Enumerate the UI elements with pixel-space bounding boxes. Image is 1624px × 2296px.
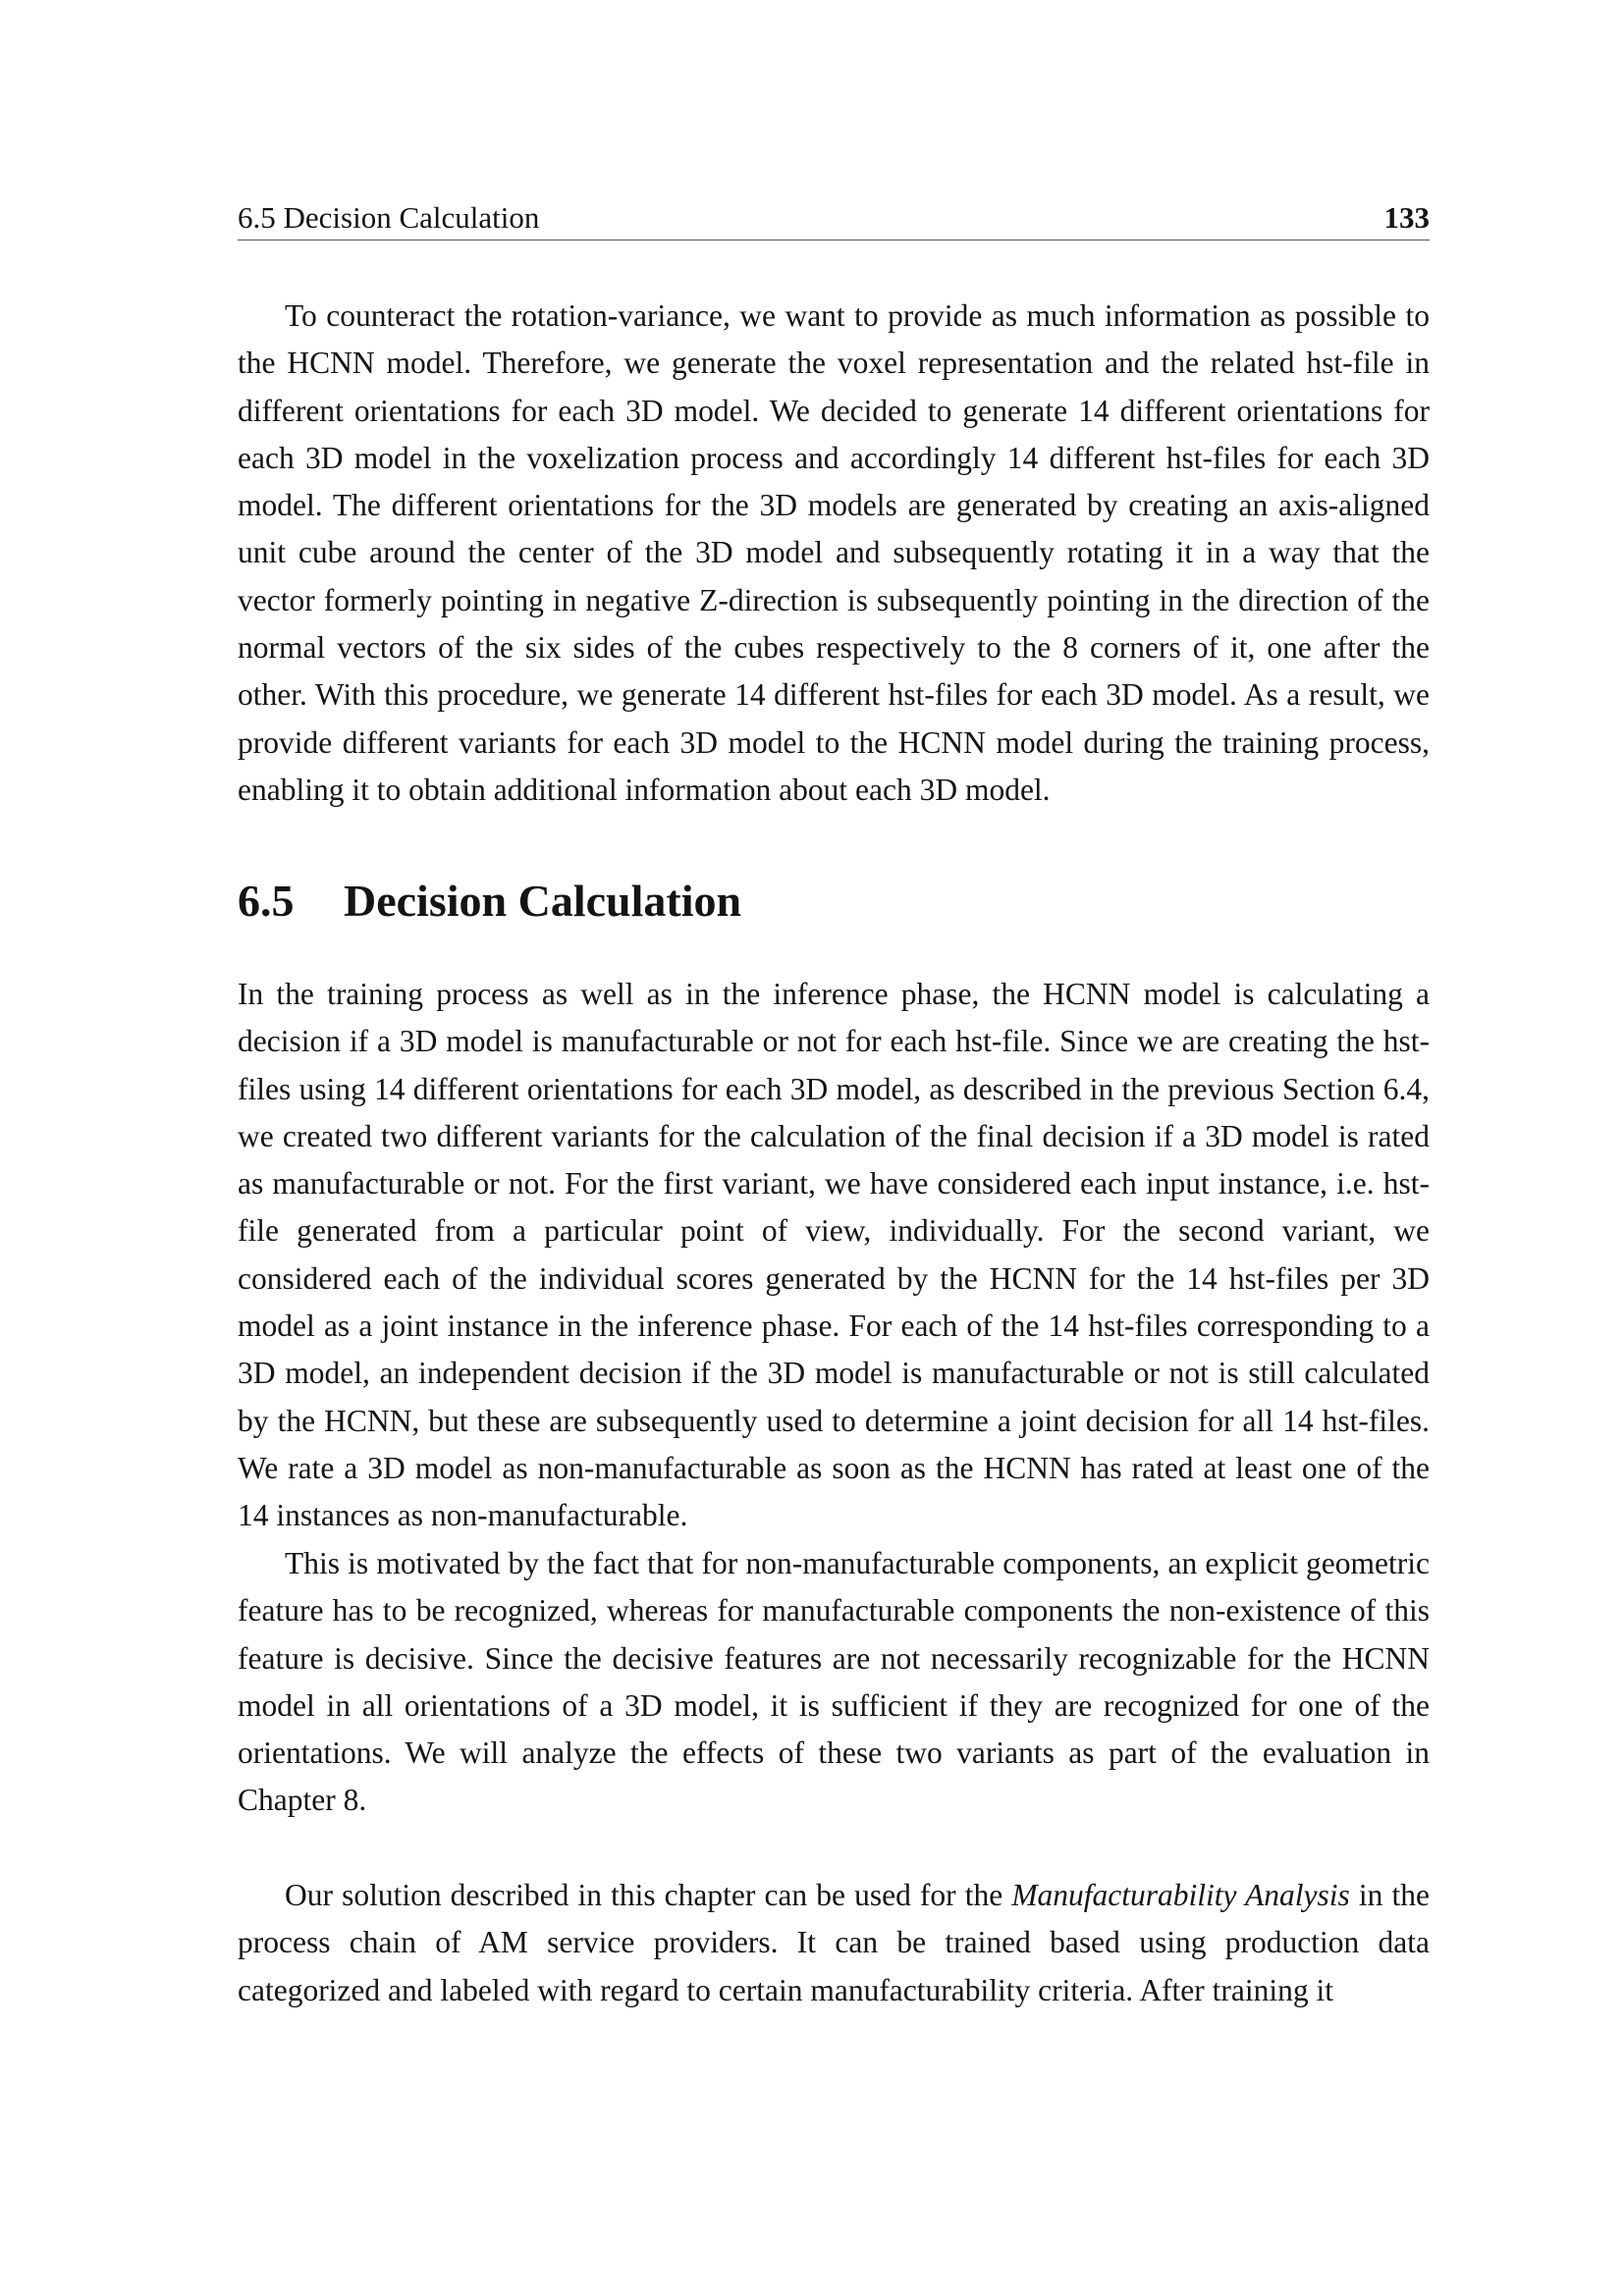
- paragraph-decision-variants: In the training process as well as in the inference phase, the HCNN model is calculating a decision if a 3D model is manufacturable or not for each hst-file. Since we are creating the hst-files using 14 different orientations for each 3D model, as described in the previous Section 6.4, we created two different variants for the calculation of the final decision if a 3D model is rated as manufacturable or not. For the first variant, we have considered each input instance, i.e. hst-file generated from a particular point of view, individually. For the second variant, we considered each of the individual scores generated by the HCNN for the 14 hst-files per 3D model as a joint instance in the inference phase. For each of the 14 hst-files corresponding to a 3D model, an independent decision if the 3D model is manufacturable or not is still calculated by the HCNN, but these are subsequently used to determine a joint decision for all 14 hst-files. We rate a 3D model as non-manufacturable as soon as the HCNN has rated at least one of the 14 instances as non-manufacturable.: [238, 977, 1430, 1533]
- page-number: 133: [1383, 200, 1430, 235]
- section-number: 6.5: [238, 876, 295, 926]
- running-header-section: 6.5 Decision Calculation: [238, 200, 540, 235]
- emphasized-term: Manufacturability Analysis: [1011, 1878, 1350, 1912]
- document-page: [238, 0, 1430, 2296]
- paragraph-rotation-variance: To counteract the rotation-variance, we want to provide as much information as possible to the HCNN model. Therefore, we generate the voxel representation and the related hst-file in different orientations for each 3D model. We decided to generate 14 different orientations for each 3D model in the voxelization process and accordingly 14 different hst-files for each 3D model. The different orientations for the 3D models are generated by creating an axis-aligned unit cube around the center of the 3D model and subsequently rotating it in a way that the vector formerly pointing in negative Z-direction is subsequently pointing in the direction of the normal vectors of the six sides of the cubes respectively to the 8 corners of it, one after the other. With this procedure, we generate 14 different hst-files for each 3D model. As a result, we provide different variants for each 3D model to the HCNN model during the training process, enabling it to obtain additional information about each 3D model.: [238, 298, 1430, 807]
- running-header: [238, 196, 1430, 240]
- section-heading: [238, 872, 741, 931]
- paragraph-solution-text-end: in the process chain of AM service providers. It can be trained based using production data categorized and labeled with regard to certain manufacturability criteria. After training it: [238, 1878, 1430, 2007]
- paragraph-solution-text-start: Our solution described in this chapter can be used for the: [285, 1878, 1012, 1912]
- section-title: Decision Calculation: [344, 876, 742, 926]
- paragraph-motivation: This is motivated by the fact that for non-manufacturable components, an explicit geometric feature has to be recognized, whereas for manufacturable components the non-existence of this feature is decisive. Since the decisive features are not necessarily recognizable for the HCNN model in all orientations of a 3D model, it is sufficient if they are recognized for one of the orientations. We will analyze the effects of these two variants as part of the evaluation in Chapter 8.: [238, 1546, 1430, 1818]
- paragraph-solution-summary: [238, 1872, 1430, 2014]
